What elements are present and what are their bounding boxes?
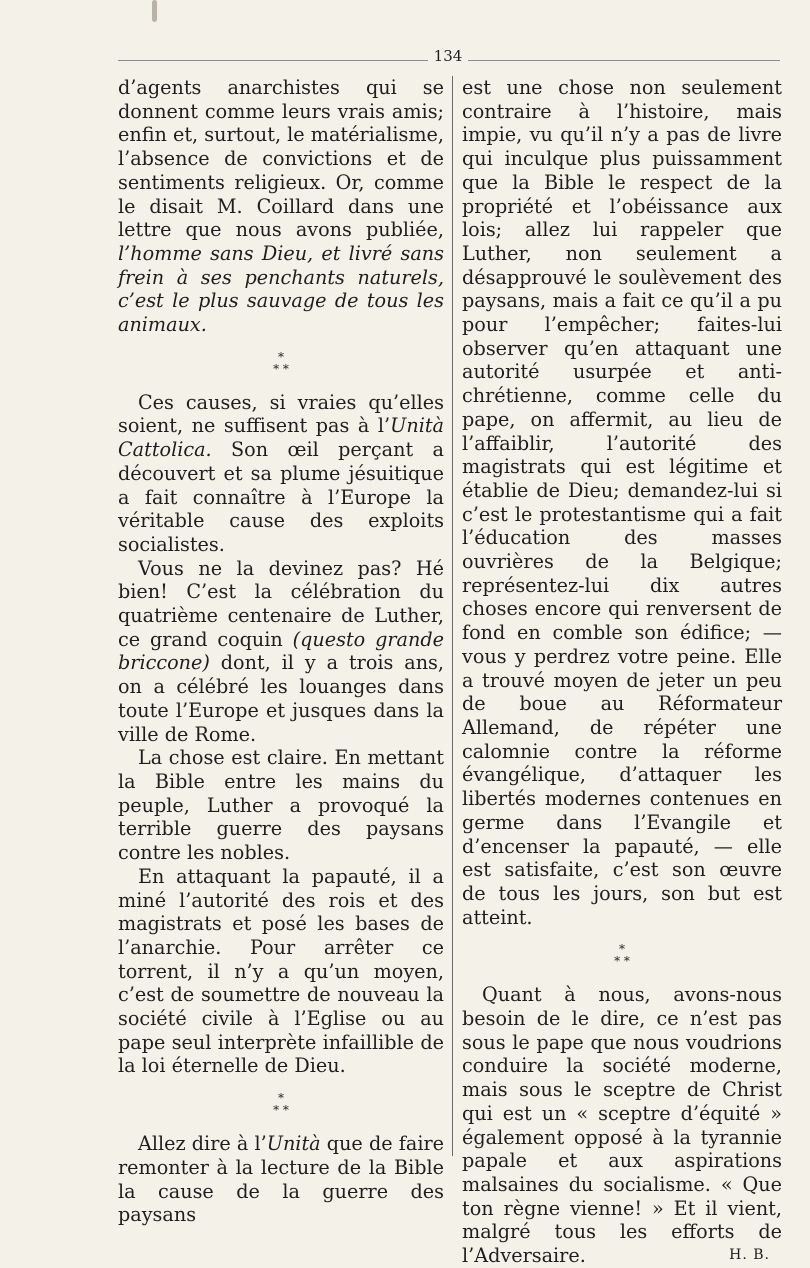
- right-column: [462, 76, 782, 1268]
- paragraph: En attaquant la papauté, il a miné l’autorité des rois et des magistrats et posé les bases de l’anarchie. Pour arrêter ce torrent, il n’y a qu’un moyen, c’est de soumettre de nouveau la société civile à l’Eglise ou au pape seul interprète infaillible de la loi éternelle de Dieu.: [118, 864, 444, 1078]
- section-separator: * * *: [273, 1091, 289, 1118]
- paragraph: d’agents anarchistes qui se donnent comme leurs vrais amis; enfin et, surtout, le matérialisme, l’absence de convictions et de sentiments religieux. Or, comme le disait M. Coillard dans une lettre que nous avons publiée, l’homme sans Dieu, et livré sans frein à ses penchants naturels, c’est le plus sauvage de tous les animaux.: [118, 76, 444, 337]
- paragraph: est une chose non seulement contraire à l’histoire, mais impie, vu qu’il n’y a pas de livre qui inculque plus puissamment que la Bible le respect de la propriété et l’obéissance aux lois; allez lui rappeler que Luther, non seulement a désapprouvé le soulèvement des paysans, mais a fait ce qu’il a pu pour l’empêcher; faites-lui observer qu’en attaquant une autorité usurpée et anti-chrétienne, comme celle du pape, on affermit, au lieu de l’affaiblir, l’autorité des magistrats qui est légitime et établie de Dieu; demandez-lui si c’est le protestantisme qui a fait l’éducation des masses ouvrières de la Belgique; représentez-lui dix autres choses encore qui renversent de fond en comble son édifice; — vous y perdrez votre peine. Elle a trouvé moyen de jeter un peu de boue au Réformateur Allemand, de répéter une calomnie contre la réforme évangélique, d’attaquer les libertés modernes contenues en germe dans l’Evangile et d’encenser la papauté, — elle est satisfaite, c’est son œuvre de tous les jours, son but est atteint.: [462, 76, 782, 929]
- paragraph: Allez dire à l’Unità que de faire remonter à la lecture de la Bible la cause de la guerre des paysans: [118, 1132, 445, 1227]
- newspaper-title: Unità Cattolica.: [118, 414, 444, 462]
- author-signature: H. B.: [729, 1247, 770, 1264]
- italian-quote: (questo grande briccone): [118, 627, 444, 675]
- section-separator: * * *: [614, 942, 630, 969]
- paragraph: Vous ne la devinez pas? Hé bien! C’est la célébration du quatrième centenaire de Luther, ce grand coquin (questo grande briccone) dont, il y a trois ans, on a célébré les louanges dans toute l’Europe et jusques dans la ville de Rome.: [118, 556, 444, 746]
- left-column: [118, 76, 444, 1227]
- paragraph: Quant à nous, avons-nous besoin de le dire, ce n’est pas sous le pape que nous voudrions conduire la société moderne, mais sous le sceptre de Christ qui est un « sceptre d’équité » également opposé à la tyrannie papale et aux aspirations malsaines du socialisme. « Que ton règne vienne! » Et il vient, malgré tous les efforts de l’Adversaire. H. B.: [462, 983, 782, 1268]
- header-rule-left: [118, 60, 428, 61]
- page-number: 134: [433, 47, 463, 65]
- header-rule-right: [468, 60, 780, 61]
- paragraph: Ces causes, si vraies qu’elles soient, ne suffisent pas à l’Unità Cattolica. Son œil perçant a découvert et sa plume jésuitique a fait connaître à l’Europe la véritable cause des exploits socialistes.: [118, 390, 444, 556]
- section-separator: * * *: [273, 349, 289, 376]
- column-divider: [452, 76, 453, 1156]
- quotation: l’homme sans Dieu, et livré sans frein à ses penchants naturels, c’est le plus sauvage de tous les animaux.: [118, 241, 444, 337]
- newspaper-title: Unità: [266, 1132, 321, 1156]
- paragraph: La chose est claire. En mettant la Bible entre les mains du peuple, Luther a provoqué la terrible guerre des paysans contre les nobles.: [118, 746, 444, 865]
- ink-stain: [152, 0, 157, 22]
